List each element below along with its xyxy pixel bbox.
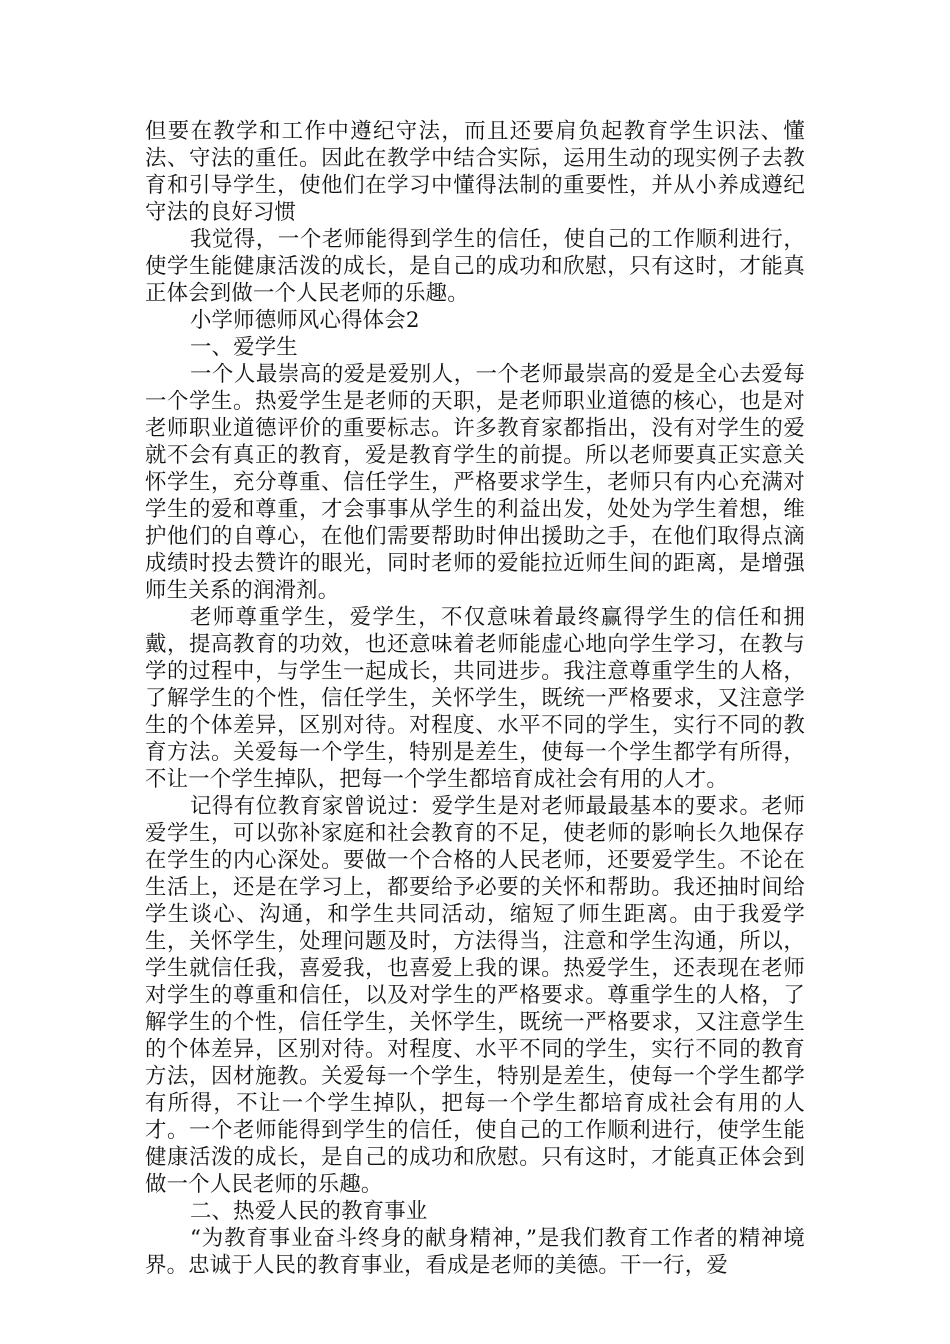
paragraph-dedication: “为教育事业奋斗终身的献身精神，”是我们教育工作者的精神境界。忠诚于人民的教育事业，看成是老师的美德。干一行，爱	[145, 1226, 805, 1278]
paragraph-respect-students: 老师尊重学生，爱学生，不仅意味着最终赢得学生的信任和拥戴，提高教育的功效，也还意味着老师能虚心地向学生学习，在教与学的过程中，与学生一起成长，共同进步。我注意尊重学生的人格，了解学生的个性，信任学生，关怀学生，既统一严格要求，又注意学生的个体差异，区别对待。对程度、水平不同的学生，实行不同的教育方法。关爱每一个学生，特别是差生，使每一个学生都学有所得，不让一个学生掉队，把每一个学生都培育成社会有用的人才。	[145, 605, 805, 792]
heading-love-education: 二、热爱人民的教育事业	[189, 1199, 428, 1224]
document-page	[145, 118, 805, 1279]
heading-love-students: 一、爱学生	[189, 335, 298, 360]
paragraph-continuation: 但要在教学和工作中遵纪守法，而且还要肩负起教育学生识法、懂法、守法的重任。因此在教学中结合实际，运用生动的现实例子去教育和引导学生，使他们在学习中懂得法制的重要性，并从小养成遵纪守法的良好习惯	[145, 119, 805, 225]
section-title: 小学师德师风心得体会2	[189, 308, 420, 333]
paragraph-noblest-love: 一个人最崇高的爱是爱别人，一个老师最崇高的爱是全心去爱每一个学生。热爱学生是老师的天职，是老师职业道德的核心，也是对老师职业道德评价的重要标志。许多教育家都指出，没有对学生的爱就不会有真正的教育，爱是教育学生的前提。所以老师要真正实意关怀学生，充分尊重、信任学生，严格要求学生，老师只有内心充满对学生的爱和尊重，才会事事从学生的利益出发，处处为学生着想，维护他们的自尊心，在他们需要帮助时伸出援助之手，在他们取得点滴成绩时投去赞许的眼光，同时老师的爱能拉近师生间的距离，是增强师生关系的润滑剂。	[145, 362, 805, 603]
paragraph-educator-quote: 记得有位教育家曾说过：爱学生是对老师最最基本的要求。老师爱学生，可以弥补家庭和社会教育的不足，使老师的影响长久地保存在学生的内心深处。要做一个合格的人民老师，还要爱学生。不论在生活上，还是在学习上，都要给予必要的关怀和帮助。我还抽时间给学生谈心、沟通，和学生共同活动，缩短了师生距离。由于我爱学生，关怀学生，处理问题及时，方法得当，注意和学生沟通，所以，学生就信任我，喜爱我，也喜爱上我的课。热爱学生，还表现在老师对学生的尊重和信任，以及对学生的严格要求。尊重学生的人格，了解学生的个性，信任学生，关怀学生，既统一严格要求，又注意学生的个体差异，区别对待。对程度、水平不同的学生，实行不同的教育方法，因材施教。关爱每一个学生，特别是差生，使每一个学生都学有所得，不让一个学生掉队，把每一个学生都培育成社会有用的人才。一个老师能得到学生的信任，使自己的工作顺利进行，使学生能健康活泼的成长，是自己的成功和欣慰。只有这时，才能真正体会到做一个人民老师的乐趣。	[145, 794, 805, 1197]
paragraph-trust: 我觉得，一个老师能得到学生的信任，使自己的工作顺利进行，使学生能健康活泼的成长，是自己的成功和欣慰，只有这时，才能真正体会到做一个人民老师的乐趣。	[145, 227, 805, 306]
